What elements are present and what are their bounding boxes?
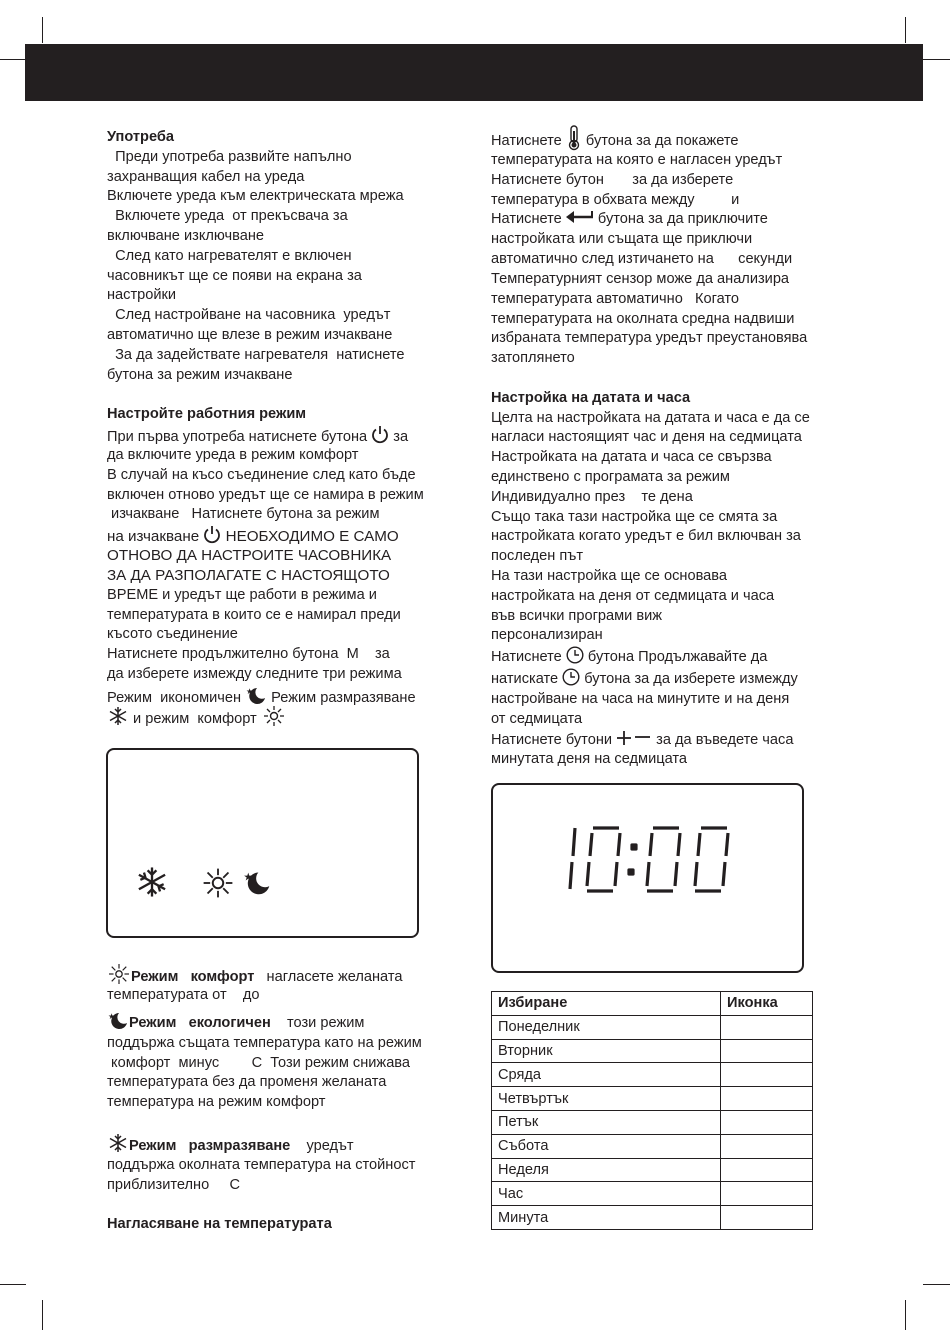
text-line: За да задействате нагревателя натиснете bbox=[107, 346, 405, 363]
text-line: да изберете измежду следните три режима bbox=[107, 665, 402, 682]
snowflake-icon bbox=[107, 706, 129, 726]
text-line: ВРЕМЕ и уредът ще работи в режима и bbox=[107, 586, 377, 603]
text: Натиснете бутони bbox=[491, 731, 617, 748]
text-line: температурата на която е нагласен уредът bbox=[491, 152, 783, 168]
clock-icon bbox=[566, 646, 584, 664]
text: бутона Продължавайте да bbox=[583, 649, 768, 666]
text-line: часовникът ще се появи на екрана за bbox=[107, 267, 362, 284]
text: и режим комфорт bbox=[129, 710, 261, 727]
text-line: последен път bbox=[491, 548, 584, 565]
text-line: Също така тази настройка ще се смята за bbox=[491, 508, 778, 525]
sun-icon bbox=[201, 868, 235, 898]
table-row bbox=[492, 1039, 813, 1063]
crop-mark bbox=[905, 17, 906, 43]
left-column bbox=[107, 128, 472, 727]
power-icon bbox=[203, 525, 221, 544]
text-line: единствено с програмата за режим bbox=[491, 468, 730, 485]
right-column bbox=[491, 123, 861, 770]
crop-mark bbox=[923, 1284, 950, 1285]
section-title-temperature: Нагласяване на температурата bbox=[107, 1216, 332, 1233]
text-line: температурата без да променя желаната bbox=[107, 1074, 387, 1091]
svg-text:★: ★ bbox=[243, 870, 254, 884]
mode-display-panel bbox=[106, 748, 419, 938]
table-cell: Сряда bbox=[492, 1063, 721, 1087]
text-line: Включете уреда от прекъсвача за bbox=[107, 208, 348, 225]
text-line: изчакване Натиснете бутона за режим bbox=[107, 506, 380, 523]
text-line: автоматично след изтичането на секунди bbox=[491, 251, 793, 268]
text-line: На тази настройка ще се основава bbox=[491, 567, 727, 584]
table-cell bbox=[721, 1206, 813, 1230]
text-line: приблизително C bbox=[107, 1176, 241, 1193]
text-line bbox=[491, 730, 861, 750]
text-line: поддържа същата температура като на режим bbox=[107, 1034, 422, 1051]
text-line: ЗА ДА РАЗПОЛАГАТЕ С НАСТОЯЩОТО bbox=[107, 566, 390, 584]
table-cell bbox=[721, 1134, 813, 1158]
table-cell: Час bbox=[492, 1182, 721, 1206]
mode-eco-title: Режим екологичен bbox=[129, 1014, 271, 1031]
text: на изчакване bbox=[107, 528, 204, 546]
enter-arrow-icon bbox=[566, 210, 594, 224]
svg-text:★: ★ bbox=[108, 1011, 116, 1021]
svg-text:★: ★ bbox=[246, 686, 254, 696]
text-line bbox=[491, 210, 861, 230]
text-line: ОТНОВО ДА НАСТРОИТЕ ЧАСОВНИКА bbox=[107, 547, 392, 565]
table-cell bbox=[721, 1158, 813, 1182]
text-line: нагласи настоящият час и деня на седмицата bbox=[491, 429, 802, 446]
text: този режим bbox=[270, 1014, 365, 1031]
snowflake-icon bbox=[136, 866, 168, 898]
snowflake-icon bbox=[107, 1133, 129, 1153]
text-line: във всички програми виж bbox=[491, 607, 663, 624]
table-cell: Вторник bbox=[492, 1039, 721, 1063]
text-line: от седмицата bbox=[491, 710, 583, 727]
text: натискате bbox=[491, 671, 563, 688]
table-cell: Петък bbox=[492, 1110, 721, 1134]
text: бутона за да покажете bbox=[581, 133, 739, 149]
power-icon bbox=[371, 425, 389, 444]
text-line: Натиснете бутон за да изберете bbox=[491, 171, 734, 188]
text: бутона за да изберете измежду bbox=[580, 671, 798, 688]
crop-mark bbox=[923, 59, 950, 60]
table-cell: Минута bbox=[492, 1206, 721, 1230]
text: бутона за да приключите bbox=[593, 211, 768, 228]
text-line: захранващия кабел на уреда bbox=[107, 168, 305, 185]
plus-icon bbox=[616, 730, 632, 746]
text-line: затоплянето bbox=[491, 350, 575, 367]
text-line: комфорт минус C Този режим снижава bbox=[107, 1054, 411, 1071]
text-line bbox=[107, 706, 472, 727]
text-line: включен отново уредът ще се намира в режим bbox=[107, 486, 424, 503]
modes-description bbox=[107, 964, 472, 1235]
text-line: поддържа околната температура на стойност bbox=[107, 1156, 416, 1173]
text-line: температурата в които се е намирал преди bbox=[107, 606, 401, 623]
text-line: автоматично ще влезе в режим изчакване bbox=[107, 326, 393, 343]
text-line: Преди употреба развийте напълно bbox=[107, 148, 352, 165]
table-row bbox=[492, 1110, 813, 1134]
table-row bbox=[492, 1134, 813, 1158]
clock-digits bbox=[561, 825, 751, 895]
text: Режим икономичен bbox=[107, 689, 246, 706]
text-line: температура в обхвата между и bbox=[491, 191, 740, 208]
text-line: Включете уреда към електрическата мрежа bbox=[107, 188, 404, 205]
sun-icon bbox=[107, 964, 131, 984]
text-line: персонализиран bbox=[491, 627, 603, 644]
mode-comfort-title: Режим комфорт bbox=[131, 969, 255, 985]
text-line: След настройване на часовника уредът bbox=[107, 307, 391, 324]
table-cell bbox=[721, 1110, 813, 1134]
clock-icon bbox=[562, 668, 580, 686]
column-header-icon: Иконка bbox=[721, 992, 813, 1016]
text: нагласете желаната bbox=[254, 969, 403, 985]
text-line bbox=[107, 1133, 472, 1156]
crop-mark bbox=[42, 1300, 43, 1330]
moon-icon bbox=[245, 685, 267, 705]
text: При първа употреба натиснете бутона bbox=[107, 428, 372, 445]
text-line bbox=[491, 668, 861, 690]
text-line bbox=[107, 964, 472, 986]
text-line: минутата деня на седмицата bbox=[491, 750, 688, 767]
text-line: температурата автоматично Когато bbox=[491, 290, 740, 307]
table-header-row bbox=[492, 992, 813, 1016]
table-cell bbox=[721, 1015, 813, 1039]
table-cell bbox=[721, 1182, 813, 1206]
text-line: късото съединение bbox=[107, 626, 238, 643]
text-line: настройката когато уредът е бил включван за bbox=[491, 528, 801, 545]
section-title-datetime: Настройка на датата и часа bbox=[491, 389, 691, 406]
sun-icon bbox=[261, 706, 287, 726]
text-line: настройката или същата ще приключи bbox=[491, 231, 753, 248]
text: Натиснете bbox=[491, 133, 566, 149]
text-line: включване изключване bbox=[107, 227, 264, 244]
table-cell: Неделя bbox=[492, 1158, 721, 1182]
crop-mark bbox=[0, 59, 26, 60]
text-line: Натиснете продължително бутона M за bbox=[107, 646, 390, 663]
moon-icon bbox=[242, 868, 272, 896]
table-cell bbox=[721, 1063, 813, 1087]
text: Натиснете bbox=[491, 211, 566, 228]
mode-defrost-title: Режим размразяване bbox=[129, 1137, 291, 1154]
table-cell bbox=[721, 1087, 813, 1111]
column-header-selection: Избиране bbox=[492, 992, 721, 1016]
moon-icon bbox=[107, 1010, 129, 1030]
text-line: настройване на часа на минутите и на деня bbox=[491, 691, 790, 708]
text-line: Целта на настройката на датата и часа е да се bbox=[491, 409, 810, 426]
text-line bbox=[491, 646, 861, 668]
section-title-mode: Настройте работния режим bbox=[107, 406, 307, 423]
table-row bbox=[492, 1206, 813, 1230]
text-line: температурата на околната средна надвиши bbox=[491, 310, 795, 327]
text-line: настройки bbox=[107, 287, 177, 304]
table-cell bbox=[721, 1039, 813, 1063]
table-row bbox=[492, 1015, 813, 1039]
text-line: Индивидуално през те дена bbox=[491, 488, 693, 505]
text-line: Настройката на датата и часа се свързва bbox=[491, 449, 772, 466]
table-cell: Понеделник bbox=[492, 1015, 721, 1039]
crop-mark bbox=[0, 1284, 26, 1285]
text-line: В случай на късо съединение след като бъде bbox=[107, 466, 416, 483]
text-line bbox=[491, 123, 861, 151]
text-line: бутона за режим изчакване bbox=[107, 366, 293, 383]
text-line bbox=[107, 525, 472, 546]
crop-mark bbox=[905, 1300, 906, 1330]
crop-mark bbox=[42, 17, 43, 43]
text-line: настройката на деня от седмицата и часа bbox=[491, 587, 775, 604]
clock-display-panel bbox=[491, 783, 804, 973]
minus-icon bbox=[632, 730, 652, 746]
table-row bbox=[492, 1087, 813, 1111]
table-cell: Събота bbox=[492, 1134, 721, 1158]
text-line: Температурният сензор може да анализира bbox=[491, 270, 790, 287]
text: уредът bbox=[290, 1137, 354, 1154]
text-line: След като нагревателят е включен bbox=[107, 247, 352, 264]
text-line bbox=[107, 425, 472, 446]
text: за bbox=[389, 428, 409, 445]
header-bar bbox=[25, 44, 923, 101]
text-line: избраната температура уредът преустановява bbox=[491, 330, 808, 347]
text: Натиснете bbox=[491, 649, 566, 666]
table-cell: Четвъртък bbox=[492, 1087, 721, 1111]
thermometer-icon bbox=[566, 125, 582, 151]
table-row bbox=[492, 1158, 813, 1182]
text-line bbox=[107, 685, 472, 706]
text-line: да включите уреда в режим комфорт bbox=[107, 446, 359, 463]
table-row bbox=[492, 1063, 813, 1087]
text-line: температурата от до bbox=[107, 987, 260, 1003]
text: Режим размразяване bbox=[267, 689, 416, 706]
section-title-usage: Употреба bbox=[107, 129, 175, 145]
day-selection-table bbox=[491, 991, 813, 1230]
text: за да въведете часа bbox=[652, 731, 794, 748]
text-line bbox=[107, 1006, 472, 1034]
text-line: температура на режим комфорт bbox=[107, 1094, 326, 1111]
text: НЕОБХОДИМО Е САМО bbox=[221, 528, 399, 546]
table-row bbox=[492, 1182, 813, 1206]
